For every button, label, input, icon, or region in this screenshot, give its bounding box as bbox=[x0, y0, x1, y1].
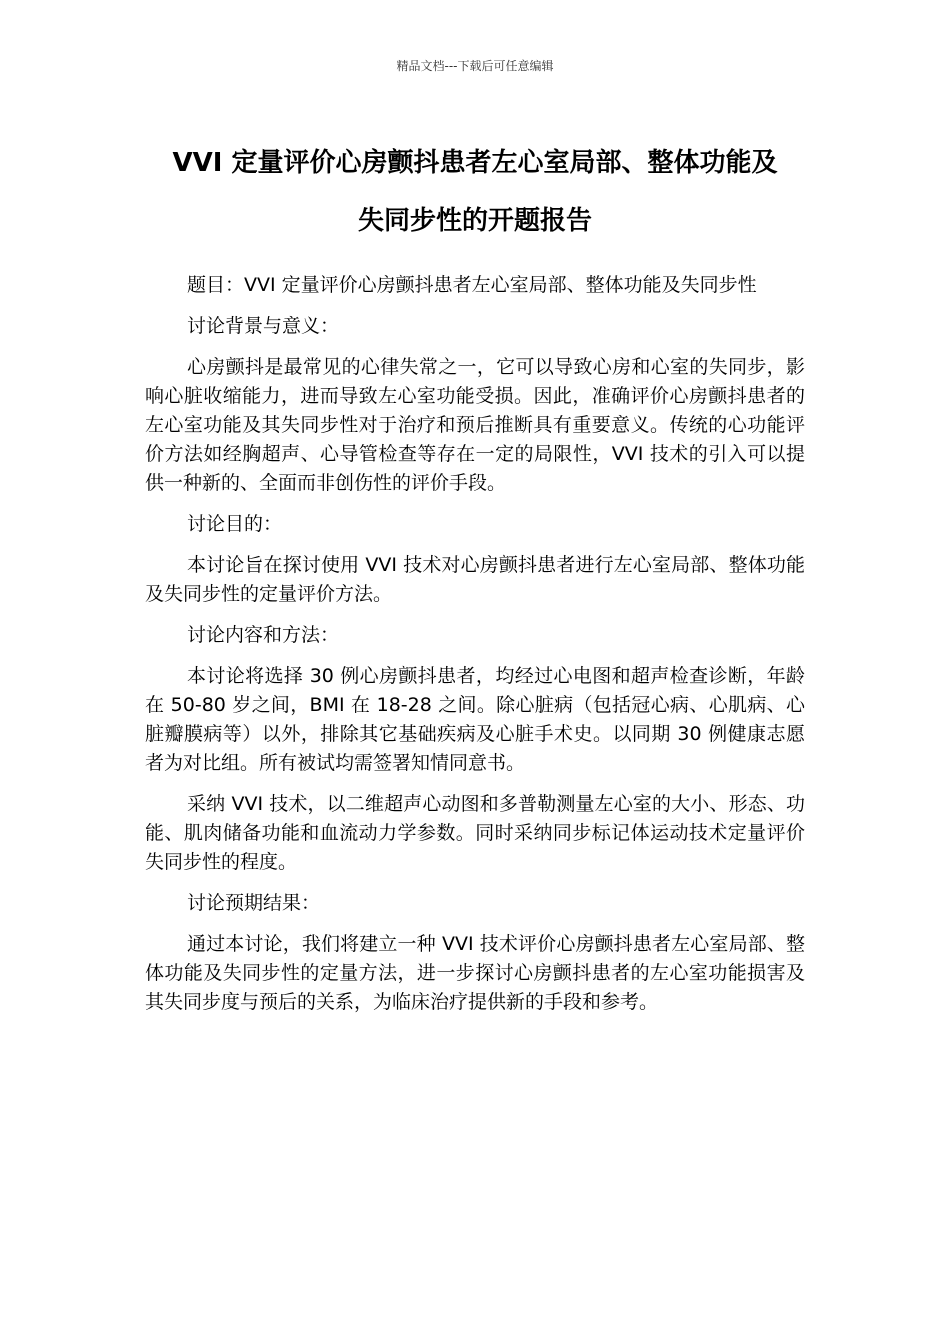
header-note: 精品文档---下载后可任意编辑 bbox=[396, 59, 554, 73]
title-line-1: VVI 定量评价心房颤抖患者左心室局部、整体功能及 bbox=[172, 148, 778, 178]
topic-paragraph: 题目：VVI 定量评价心房颤抖患者左心室局部、整体功能及失同步性 bbox=[187, 274, 757, 296]
section-heading-methods: 讨论内容和方法： bbox=[187, 624, 340, 646]
title-line-2: 失同步性的开题报告 bbox=[357, 206, 592, 236]
purpose-paragraph: 本讨论旨在探讨使用 VVI 技术对心房颤抖患者进行左心室局部、整体功能及失同步性的定量评价方法。 bbox=[145, 554, 805, 605]
methods-paragraph-2: 采纳 VVI 技术，以二维超声心动图和多普勒测量左心室的大小、形态、功能、肌肉储备功能和血流动力学参数。同时采纳同步标记体运动技术定量评价失同步性的程度。 bbox=[145, 793, 805, 873]
results-paragraph: 通过本讨论，我们将建立一种 VVI 技术评价心房颤抖患者左心室局部、整体功能及失同步性的定量方法，进一步探讨心房颤抖患者的左心室功能损害及其失同步度与预后的关系，为临床治疗提供新的手段和参考。 bbox=[145, 933, 805, 1013]
background-paragraph: 心房颤抖是最常见的心律失常之一，它可以导致心房和心室的失同步，影响心脏收缩能力，进而导致左心室功能受损。因此，准确评价心房颤抖患者的左心室功能及其失同步性对于治疗和预后推断具有重要意义。传统的心功能评价方法如经胸超声、心导管检查等存在一定的局限性，VVI 技术的引入可以提供一种新的、全面而非创伤性的评价手段。 bbox=[145, 356, 805, 494]
document-body bbox=[145, 271, 805, 1029]
methods-paragraph-1: 本讨论将选择 30 例心房颤抖患者，均经过心电图和超声检查诊断，年龄在 50-80 岁之间，BMI 在 18-28 之间。除心脏病（包括冠心病、心肌病、心脏瓣膜病等）以外，排除其它基础疾病及心脏手术史。以同期 30 例健康志愿者为对比组。所有被试均需签署知情同意书。 bbox=[145, 665, 805, 774]
document-title bbox=[120, 134, 830, 250]
section-heading-background: 讨论背景与意义： bbox=[187, 315, 340, 337]
section-heading-purpose: 讨论目的： bbox=[187, 513, 283, 535]
section-heading-results: 讨论预期结果： bbox=[187, 892, 321, 914]
